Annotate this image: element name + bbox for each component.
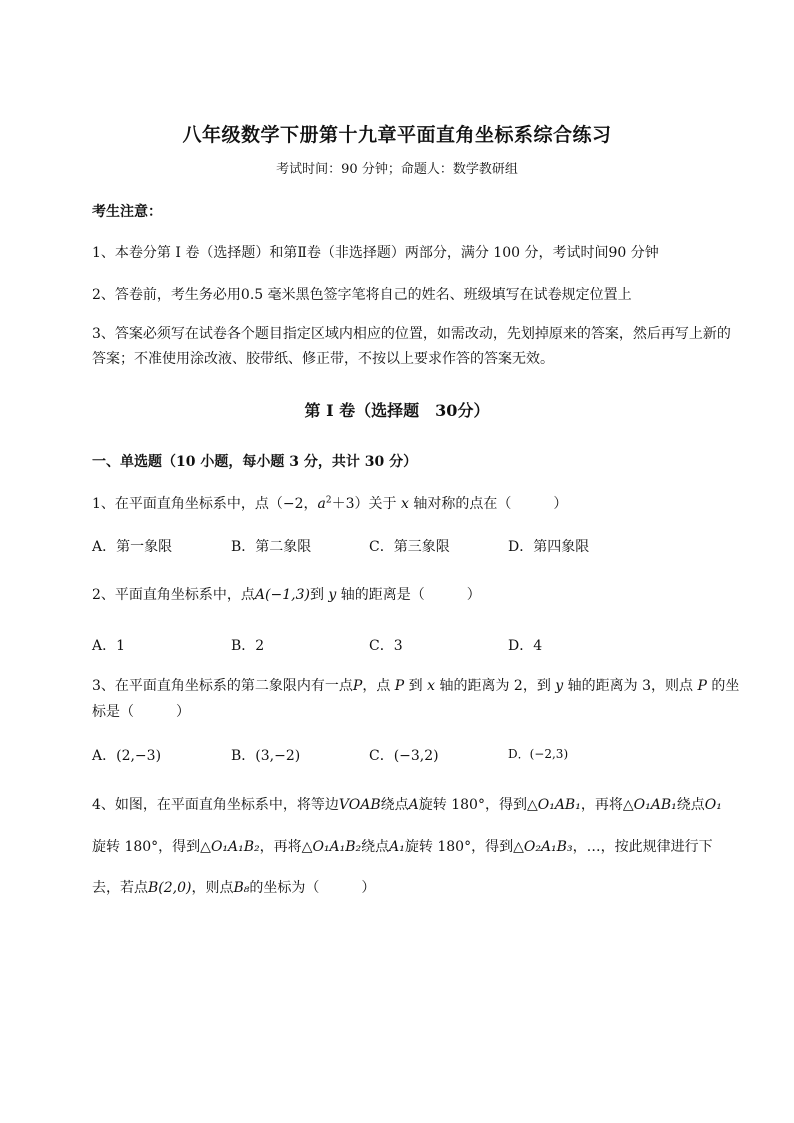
q2-var-y: y (328, 587, 337, 603)
q2-option-a[interactable]: A．1 (92, 638, 126, 654)
q1-option-d[interactable]: D．第四象限 (508, 539, 590, 555)
q1-option-b[interactable]: B．第二象限 (231, 539, 312, 555)
section-title: 第 I 卷（选择题 30分） (304, 401, 490, 420)
q2-text-e: 轴的距离是（ ） (336, 587, 481, 603)
q4-l3-point-b: B(2,0) (148, 880, 192, 896)
question-1-stem (92, 493, 567, 513)
q1-text-a: 1、在平面直角坐标系中，点（−2， (92, 496, 318, 512)
q4-l3-c: ，则点 (191, 880, 234, 896)
question-4-line-3 (92, 877, 375, 897)
q3-var-y: y (555, 678, 564, 694)
notice-item-3: 3、答案必须写在试卷各个题目指定区域内相应的位置，如需改动，先划掉原来的答案，然后再写上新的答案；不准使用涂改液、胶带纸、修正带，不按以上要求作答的答案无效。 (92, 326, 731, 367)
q4-l1-g: ，再将△ (580, 797, 634, 813)
q4-l1-i: 绕点 (676, 797, 705, 813)
q4-l3-e: 的坐标为（ ） (249, 880, 376, 896)
q2-text-c: 到 (309, 587, 329, 603)
q4-l2-a: 旋转 180°，得到△ (92, 839, 211, 855)
q2-point: A(−1,3) (254, 587, 310, 603)
q3-text-k: 的坐标是（ ） (92, 678, 740, 720)
q1-option-a[interactable]: A．第一象限 (92, 539, 173, 555)
q1-option-c[interactable]: C．第三象限 (369, 539, 450, 555)
q3-var-p2: P (394, 678, 405, 694)
q4-l3-a: 去，若点 (92, 880, 148, 896)
q4-l2-g: 旋转 180°，得到△ (404, 839, 524, 855)
q3-option-d[interactable]: D．(−2,3) (508, 747, 569, 761)
q3-text-a: 3、在平面直角坐标系的第二象限内有一点 (92, 678, 353, 694)
q4-l2-i: ，…，按此规律进行下 (572, 839, 713, 855)
q4-l2-c: ，再将△ (259, 839, 313, 855)
q4-l1-e: 旋转 180°，得到△ (418, 797, 538, 813)
q3-text-i: 轴的距离为 3，则点 (563, 678, 698, 694)
q1-text-d: ＋3）关于 (331, 496, 401, 512)
q4-l2-tri-1: O₁A₁B₂ (210, 839, 260, 855)
q4-l1-tri-1: O₁AB₁ (537, 797, 581, 813)
q3-var-p3: P (697, 678, 707, 694)
q4-l1-a: 4、如图，在平面直角坐标系中，将等边 (92, 797, 339, 813)
q1-var-a: a (317, 496, 326, 512)
q4-l2-tri-2: O₁A₁B₂ (312, 839, 362, 855)
q4-l3-point-b8: B₈ (233, 880, 250, 896)
q1-exponent: 2 (325, 495, 332, 506)
q4-l1-point-a: A (408, 797, 419, 813)
question-4-line-1 (92, 794, 722, 814)
q2-option-b[interactable]: B．2 (231, 638, 265, 654)
q3-text-g: 轴的距离为 2，到 (435, 678, 556, 694)
notice-item-1: 1、本卷分第 I 卷（选择题）和第Ⅱ卷（非选择题）两部分，满分 100 分，考试时间90 分钟 (92, 245, 659, 261)
q4-l2-point-a1: A₁ (389, 839, 405, 855)
q4-l1-triangle: VOAB (338, 797, 381, 813)
q3-option-a[interactable]: A．(2,−3) (92, 748, 162, 764)
exam-info: 考试时间：90 分钟；命题人：数学教研组 (276, 162, 518, 177)
q3-var-p1: P (352, 678, 363, 694)
q1-var-x: x (401, 496, 409, 512)
question-2-stem (92, 584, 481, 604)
q4-l2-tri-3: O₂A₁B₃ (523, 839, 573, 855)
q2-option-c[interactable]: C．3 (369, 638, 403, 654)
q4-l1-c: 绕点 (380, 797, 409, 813)
q3-text-c: ，点 (362, 678, 395, 694)
notice-heading: 考生注意： (92, 204, 162, 220)
notice-item-2: 2、答卷前，考生务必用0.5 毫米黑色签字笔将自己的姓名、班级填写在试卷规定位置上 (92, 287, 632, 303)
q3-option-c[interactable]: C．(−3,2) (369, 748, 439, 764)
question-3-stem (92, 673, 742, 725)
q1-text-f: 轴对称的点在（ ） (408, 496, 568, 512)
q4-l2-e: 绕点 (361, 839, 390, 855)
page-title: 八年级数学下册第十九章平面直角坐标系综合练习 (182, 124, 612, 146)
q3-var-x: x (427, 678, 436, 694)
q3-text-e: 到 (404, 678, 428, 694)
q2-text-a: 2、平面直角坐标系中，点 (92, 587, 255, 603)
part-title: 一、单选题（10 小题，每小题 3 分，共计 30 分） (92, 454, 418, 470)
q2-option-d[interactable]: D．4 (508, 638, 543, 654)
q4-l1-point-o1: O₁ (704, 797, 722, 813)
question-4-line-2 (92, 836, 713, 856)
q3-option-b[interactable]: B．(3,−2) (231, 748, 301, 764)
q4-l1-tri-2: O₁AB₁ (633, 797, 677, 813)
